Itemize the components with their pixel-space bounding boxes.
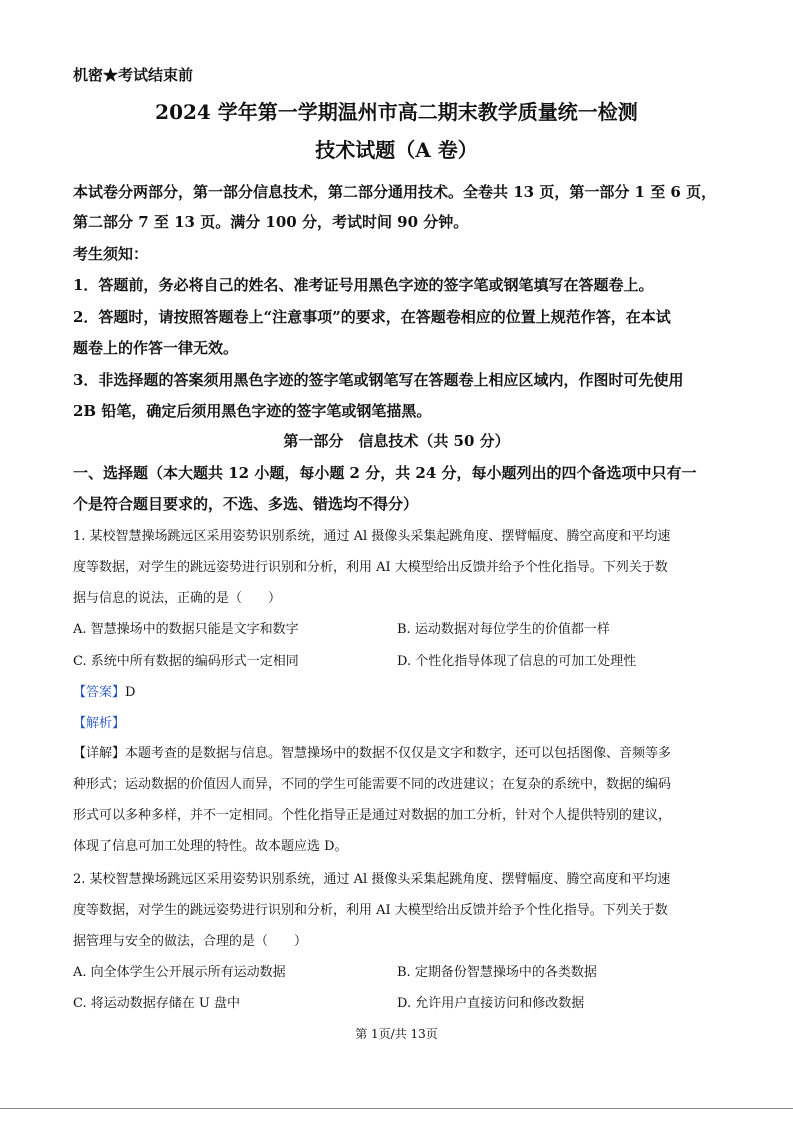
q1-detail-line-2: 种形式；运动数据的价值因人而异，不同的学生可能需要不同的改进建议；在复杂的系统中，数据的编码 xyxy=(73,777,672,792)
notice-title: 考生须知： xyxy=(73,245,149,263)
confidential-label: 机密★考试结束前 xyxy=(73,66,194,84)
answer-value: D xyxy=(125,685,136,700)
q2-option-b: B. 定期备份智慧操场中的各类数据 xyxy=(397,965,597,980)
notice-item-1: 1．答题前，务必将自己的姓名、准考证号用黑色字迹的签字笔或钢笔填写在答题卷上。 xyxy=(73,276,654,294)
q1-detail-line-1: 【详解】本题考查的是数据与信息。智慧操场中的数据不仅仅是文字和数字，还可以包括图像、音频等多 xyxy=(73,746,672,761)
page-number: 第 1页/共 13页 xyxy=(355,1027,438,1041)
q1-option-a: A. 智慧操场中的数据只能是文字和数字 xyxy=(73,622,299,637)
q1-option-c: C. 系统中所有数据的编码形式一定相同 xyxy=(73,654,299,669)
notice-item-3b: 2B 铅笔，确定后须用黑色字迹的签字笔或钢笔描黑。 xyxy=(73,402,432,420)
q1-analysis-row xyxy=(73,712,721,731)
q1-option-b: B. 运动数据对每位学生的价值都一样 xyxy=(397,622,610,637)
notice-item-3a: 3．非选择题的答案须用黑色字迹的签字笔或钢笔写在答题卷上相应区域内，作图时可先使用 xyxy=(73,371,684,389)
page-bottom-divider xyxy=(0,1108,793,1109)
section-title: 第一部分 信息技术（共 50 分） xyxy=(283,432,510,450)
q2-option-a: A. 向全体学生公开展示所有运动数据 xyxy=(73,965,286,980)
notice-item-2b: 题卷上的作答一律无效。 xyxy=(73,339,239,357)
q1-stem-line-3: 据与信息的说法，正确的是（ ） xyxy=(73,591,282,606)
page-title: 2024 学年第一学期温州市高二期末教学质量统一检测 xyxy=(155,100,638,124)
q1-detail-line-3: 形式可以多种多样，并不一定相同。个性化指导正是通过对数据的加工分析，针对个人提供特别的建议， xyxy=(73,808,672,823)
answer-tag: 【答案】 xyxy=(73,685,126,700)
page-subtitle: 技术试题（A 卷） xyxy=(315,138,478,162)
q2-stem-line-1: 2. 某校智慧操场跳远区采用姿势识别系统，通过 Al 摄像头采集起跳角度、摆臂幅度、腾空高度和平均速 xyxy=(73,872,671,887)
q2-option-c: C. 将运动数据存储在 U 盘中 xyxy=(73,996,240,1011)
notice-item-2a: 2．答题时，请按照答题卷上“注意事项”的要求，在答题卷相应的位置上规范作答，在本试 xyxy=(73,308,671,326)
q1-stem-line-1: 1. 某校智慧操场跳远区采用姿势识别系统，通过 Al 摄像头采集起跳角度、摆臂幅度、腾空高度和平均速 xyxy=(73,529,671,544)
q1-answer-row xyxy=(73,681,721,700)
q2-stem-line-2: 度等数据，对学生的跳远姿势进行识别和分析，利用 AI 大模型给出反馈并给予个性化指导。下列关于数 xyxy=(73,903,668,918)
q1-option-d: D. 个性化指导体现了信息的可加工处理性 xyxy=(397,654,637,669)
section-instructions-2: 个是符合题目要求的，不选、多选、错选均不得分） xyxy=(73,495,419,513)
intro-line-1: 本试卷分两部分，第一部分信息技术，第二部分通用技术。全卷共 13 页，第一部分 1 至 6 页， xyxy=(73,183,717,201)
intro-line-2: 第二部分 7 至 13 页。满分 100 分，考试时间 90 分钟。 xyxy=(73,213,469,231)
analysis-tag: 【解析】 xyxy=(73,716,126,731)
q1-stem-line-2: 度等数据，对学生的跳远姿势进行识别和分析，利用 AI 大模型给出反馈并给予个性化指导。下列关于数 xyxy=(73,560,668,575)
q2-option-d: D. 允许用户直接访问和修改数据 xyxy=(397,996,585,1011)
q2-stem-line-3: 据管理与安全的做法，合理的是（ ） xyxy=(73,934,308,949)
q1-detail-line-4: 体现了信息可加工处理的特性。故本题应选 D。 xyxy=(73,839,348,854)
section-instructions-1: 一、选择题（本大题共 12 小题，每小题 2 分，共 24 分，每小题列出的四个备选项中只有一 xyxy=(73,464,697,482)
